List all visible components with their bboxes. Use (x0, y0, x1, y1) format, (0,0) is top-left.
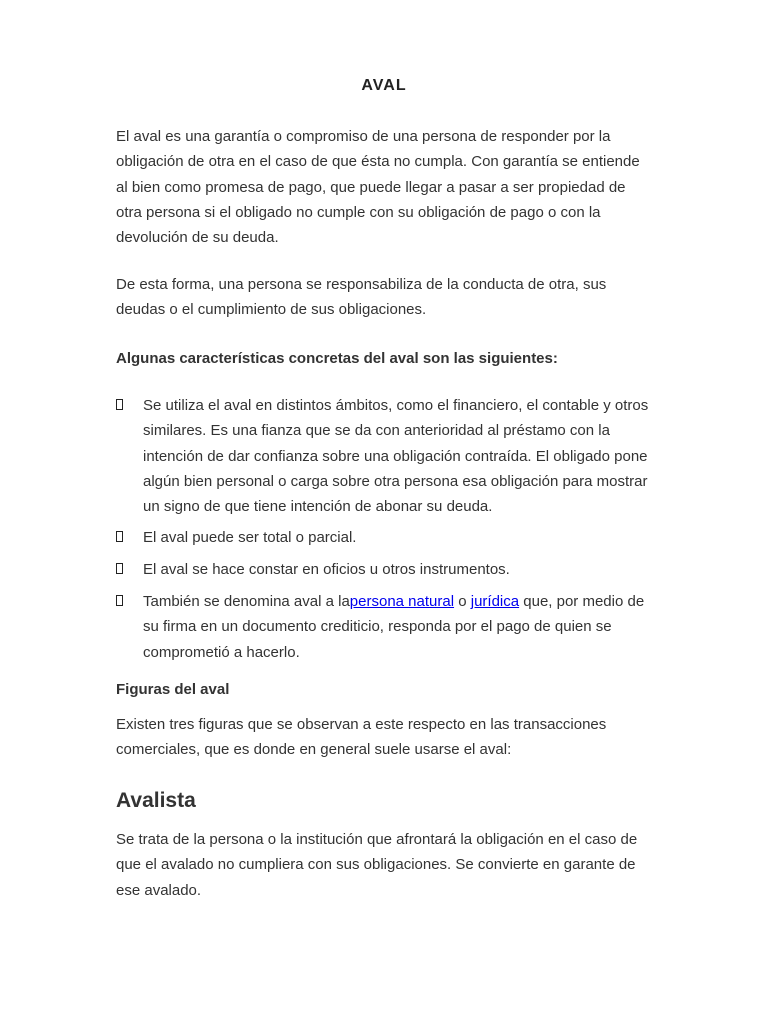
list-item (116, 393, 656, 519)
bullet-box-icon (116, 531, 123, 542)
list-item (116, 589, 656, 665)
list-item-text-middle: o (454, 593, 471, 611)
avalista-heading: Avalista (116, 789, 196, 812)
paragraph-avalista: Se trata de la persona o la institución que afrontará la obligación en el caso de que el avalado no cumpliera con sus obligaciones. Se convierte en garante de ese avalado. (116, 831, 638, 899)
paragraph-definition: El aval es una garantía o compromiso de una persona de responder por la obligación de otra en el caso de que ésta no cumpla. Con garantía se entiende al bien como promesa de pago, que puede llegar a pasar a ser propiedad de otra persona si el obligado no cumple con su obligación de pago o con la devolución de su deuda. (116, 128, 640, 247)
list-item-text-after: que, por medio de su firma en un documento crediticio, responda por el pago de quien se comprometió a hacerlo. (143, 593, 645, 661)
list-item (116, 525, 656, 550)
characteristics-heading: Algunas características concretas del aval son las siguientes: (116, 350, 558, 367)
characteristics-list (116, 393, 656, 665)
bullet-box-icon (116, 595, 123, 606)
paragraph-figuras: Existen tres figuras que se observan a este respecto en las transacciones comerciales, que es donde en general suele usarse el aval: (116, 716, 607, 759)
bullet-box-icon (116, 563, 123, 574)
list-item-text-before: También se denomina aval a la (143, 593, 350, 611)
document-title: AVAL (361, 77, 407, 94)
link-persona-natural[interactable]: persona natural (349, 593, 455, 611)
bullet-box-icon (116, 399, 123, 410)
figuras-heading: Figuras del aval (116, 681, 230, 698)
paragraph-responsibility: De esta forma, una persona se responsabiliza de la conducta de otra, sus deudas o el cumplimiento de sus obligaciones. (116, 276, 607, 319)
list-item-text: El aval se hace constar en oficios u otros instrumentos. (143, 560, 510, 578)
link-juridica[interactable]: jurídica (470, 593, 520, 611)
list-item (116, 557, 656, 582)
list-item-text: Se utiliza el aval en distintos ámbitos, como el financiero, el contable y otros similares. Es una fianza que se da con anterioridad al préstamo con la intención de dar confianza sobre una obligación contraída. El obligado pone algún bien personal o carga sobre otra persona esa obligación para mostrar un signo de que tiene intención de abonar su deuda. (143, 397, 649, 516)
list-item-text: El aval puede ser total o parcial. (143, 529, 357, 547)
